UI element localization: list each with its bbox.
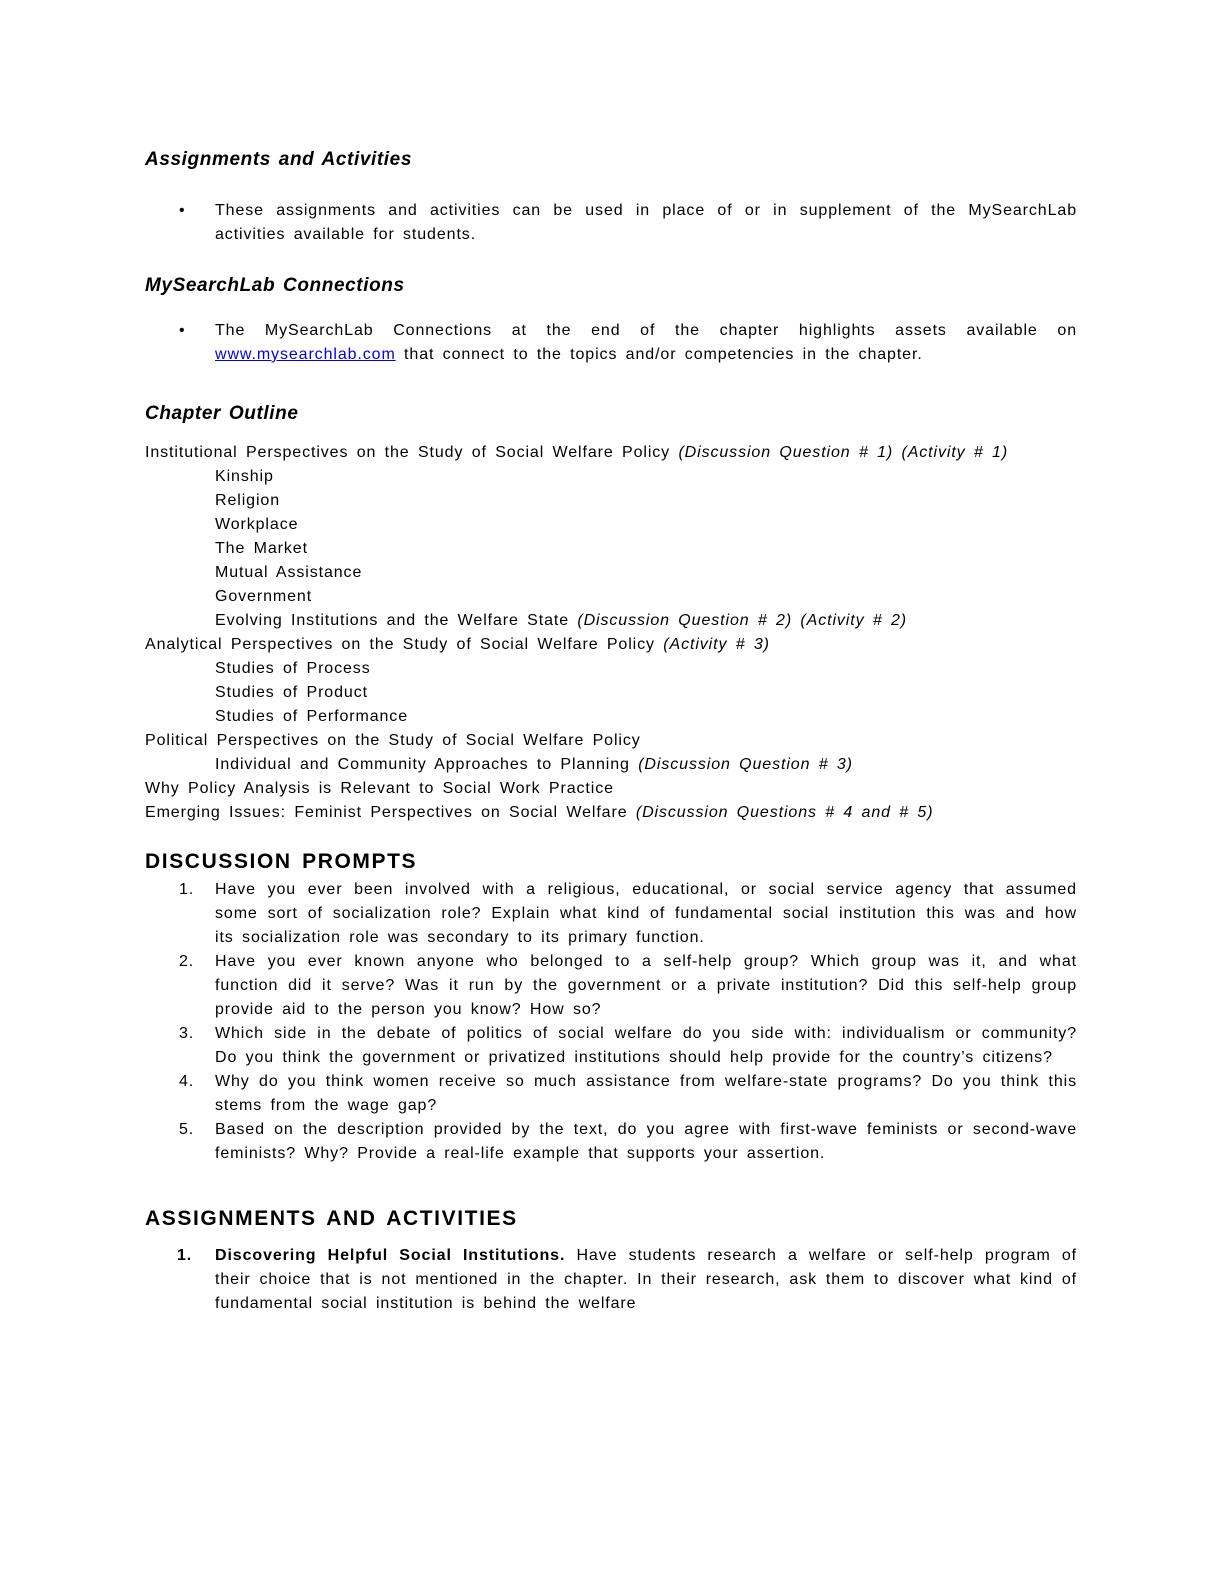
outline-item: Evolving Institutions and the Welfare State (Discussion Question # 2) (Activity # 2): [215, 612, 908, 629]
bullet-item: [145, 319, 1077, 367]
outline-item: Studies of Performance: [215, 708, 408, 725]
outline-item: Workplace: [215, 516, 299, 533]
item-text: Have you ever been involved with a religious, educational, or social service agency that assumed some sort of socialization role? Explain what kind of fundamental social institution this was and how its socialization role was secondary to its primary function.: [215, 881, 1077, 946]
heading-discussion-prompts: DISCUSSION PROMPTS: [145, 850, 418, 873]
outline-item: Individual and Community Approaches to Planning (Discussion Question # 3): [215, 756, 853, 773]
heading-mysearchlab-connections: MySearchLab Connections: [145, 275, 405, 296]
item-number: 1.: [179, 881, 195, 898]
outline-item: Studies of Process: [215, 660, 371, 677]
item-number: 3.: [179, 1025, 195, 1042]
mysearchlab-link[interactable]: www.mysearchlab.com: [215, 346, 396, 363]
numbered-item: [145, 878, 1077, 950]
outline-item: Emerging Issues: Feminist Perspectives on Social Welfare (Discussion Questions # 4 and # 5): [145, 804, 934, 821]
item-text: [215, 1244, 1077, 1316]
assignments-list: [145, 1244, 1077, 1316]
bullet-item: [145, 199, 1077, 247]
item-number: 2.: [179, 953, 195, 970]
outline-item: Religion: [215, 492, 281, 509]
outline-item: Why Policy Analysis is Relevant to Social Work Practice: [145, 780, 614, 797]
item-number: 5.: [179, 1121, 195, 1138]
chapter-outline: [145, 441, 1077, 825]
heading-assignments-and-activities-caps: ASSIGNMENTS AND ACTIVITIES: [145, 1207, 518, 1230]
item-text: Why do you think women receive so much assistance from welfare-state programs? Do you think this stems from the wage gap?: [215, 1073, 1077, 1114]
item-text: Based on the description provided by the text, do you agree with first-wave feminists or second-wave feminists? Why? Provide a real-life example that supports your assertion.: [215, 1121, 1077, 1162]
numbered-item: [145, 1022, 1077, 1070]
bullet-marker: •: [179, 202, 186, 219]
bullet-text: These assignments and activities can be used in place of or in supplement of the MySearchLab activities available for students.: [215, 202, 1077, 243]
numbered-item: [145, 1118, 1077, 1166]
item-text: Which side in the debate of politics of social welfare do you side with: individualism or community? Do you think the government or privatized institutions should help provide for the country’s citizens?: [215, 1025, 1077, 1066]
bullet-text: [215, 319, 1077, 367]
numbered-item: [145, 1244, 1077, 1316]
bullet-marker: •: [179, 322, 186, 339]
item-number: 4.: [179, 1073, 195, 1090]
bullet-text-after: that connect to the topics and/or competencies in the chapter.: [395, 346, 923, 363]
item-text: Have you ever known anyone who belonged to a self-help group? Which group was it, and what function did it serve? Was it run by the government or a private institution? Did this self-help group provide aid to the person you know? How so?: [215, 953, 1077, 1018]
numbered-item: [145, 1070, 1077, 1118]
page-content: [145, 0, 1077, 1316]
item-number: 1.: [177, 1247, 193, 1264]
outline-item: Government: [215, 588, 313, 605]
bullet-text-before: The MySearchLab Connections at the end of the chapter highlights assets available on: [215, 322, 1077, 339]
outline-item: Studies of Product: [215, 684, 368, 701]
discussion-prompts-list: [145, 878, 1077, 1166]
numbered-item: [145, 950, 1077, 1022]
outline-item: The Market: [215, 540, 308, 557]
outline-item: Political Perspectives on the Study of Social Welfare Policy: [145, 732, 641, 749]
outline-item: Institutional Perspectives on the Study of Social Welfare Policy (Discussion Question # 1) (Activity # 1): [145, 444, 1009, 461]
item-bold-lead: Discovering Helpful Social Institutions.: [215, 1247, 566, 1264]
heading-chapter-outline: Chapter Outline: [145, 403, 299, 424]
outline-item: Mutual Assistance: [215, 564, 363, 581]
heading-assignments-and-activities-italic: Assignments and Activities: [145, 149, 413, 170]
outline-item: Kinship: [215, 468, 274, 485]
item-text-rest: Have students research a welfare or self-help program of their choice that is not mentioned in the chapter. In their research, ask them to discover what kind of fundamental social institution is behind the welfare: [215, 1247, 1077, 1312]
outline-item: Analytical Perspectives on the Study of Social Welfare Policy (Activity # 3): [145, 636, 770, 653]
